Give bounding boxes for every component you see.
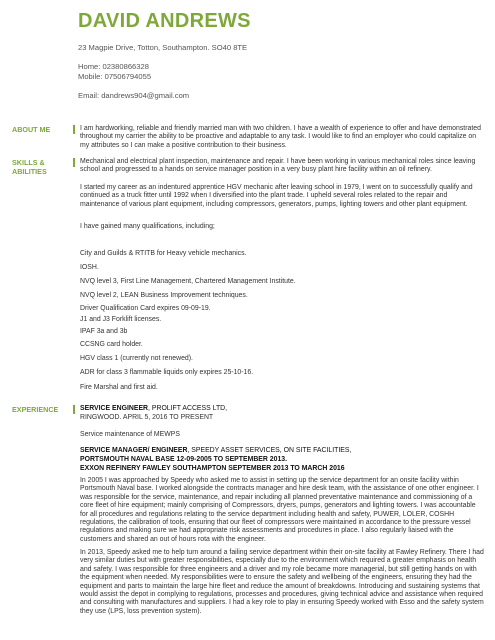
job2-heading — [80, 447, 484, 455]
email: Email: dandrews904@gmail.com — [78, 91, 190, 100]
about-bar — [73, 125, 75, 134]
about-label: ABOUT ME — [12, 125, 51, 134]
qualification-item: ADR for class 3 flammable liquids only expires 25-10-16. — [80, 369, 254, 376]
qualification-item: IOSH. — [80, 264, 99, 271]
address: 23 Magpie Drive, Totton, Southampton. SO40 8TE — [78, 43, 248, 52]
job2-company: , SPEEDY ASSET SERVICES, ON SITE FACILITIES, — [187, 447, 352, 454]
qualification-item: Driver Qualification Card expires 09-09-19. — [80, 305, 211, 312]
job2-location-dates-2: EXXON REFINERY FAWLEY SOUTHAMPTON SEPTEMBER 2013 TO MARCH 2016 — [80, 465, 345, 472]
job2-title: SERVICE MANAGER/ ENGINEER — [80, 447, 188, 454]
qualification-item: NVQ level 3, First Line Management, Chartered Management Institute. — [80, 278, 296, 285]
qualification-item: NVQ level 2, LEAN Business Improvement techniques. — [80, 292, 248, 299]
qualification-item: City and Guilds & RTITB for Heavy vehicle mechanics. — [80, 250, 247, 257]
job1-company: , PROLIFT ACCESS LTD, — [148, 405, 228, 412]
qualification-item: Fire Marshal and first aid. — [80, 384, 158, 391]
candidate-name: DAVID ANDREWS — [78, 10, 251, 32]
qualification-item: HGV class 1 (currently not renewed). — [80, 355, 193, 362]
skills-paragraph-3: I have gained many qualifications, including; — [80, 223, 215, 230]
qualification-item: J1 and J3 Forklift licenses. — [80, 316, 162, 323]
job2-paragraph-1: In 2005 I was approached by Speedy who asked me to assist in setting up the service department for an onsite facility within Portsmouth Naval base. I worked alongside the contracts manager and hire desk team, with the assistance of one other engineer. I was responsible for the service, maintenance, and repair including all planned preventative maintenance and commissioning of a core fleet of hire equipment; mainly comprising of Compressors, dryers, pumps, generators and lighting towers. I was accountable for all procedures and regulations relating to the service department including health and safety, PUWER, LOLER, COSHH regulations, the calibration of tools, ensuring that our fleet of compressors were maintained in accordance to the pressure vessel regulations and making sure we had appropriate risk assessments and procedures in place. I also regularly liaised with the customers and shared an out of hours rota with the engineer. — [80, 477, 479, 543]
about-text: I am hardworking, reliable and friendly married man with two children. I have a wealth of experience to offer and have demonstrated throughout my carrier the ability to be proactive and adaptable to any task. I would like to find an employer who could capitalize on my attributes so I can make a positive contribution to their business. — [80, 125, 481, 149]
job2-location-dates-1: PORTSMOUTH NAVAL BASE 12-09-2005 TO SEPTEMBER 2013. — [80, 456, 288, 463]
skills-label — [12, 158, 47, 176]
skills-label-line2: ABILITIES — [12, 167, 47, 176]
experience-label: EXPERIENCE — [12, 405, 59, 414]
home-phone: Home: 02380866328 — [78, 62, 149, 71]
qualification-item: IPAF 3a and 3b — [80, 328, 128, 335]
skills-bar — [73, 158, 75, 167]
job1-location-dates: RINGWOOD. APRIL 5, 2016 TO PRESENT — [80, 414, 214, 421]
job1-heading — [80, 405, 484, 413]
job2-paragraph-2: In 2013, Speedy asked me to help turn around a failing service department within their on-site facility at Fawley Refinery. There I had very similar duties but with greater responsibilities, especially due to the environment which required a greater emphasis on health and safety. I was responsible for three engineers and a driver and my role became more managerial, but still getting hands on with the equipment when needed. My responsibilities were to ensure the safety and wellbeing of the engineers, ensuring they had the equipment and parts to maintain the large hire fleet and reduce the amount of breakdowns. Introducing and sustaining systems that would assist the depot in complying to regulations, processes and procedures, giving technical advice and assistance when required and consulting with manufactures and suppliers. I had a key role to play in ensuring Speedy worked with Esso and the safety system they use (LPS, loss prevention system). — [80, 549, 484, 615]
job1-description: Service maintenance of MEWPS — [80, 431, 180, 438]
experience-bar — [73, 405, 75, 414]
skills-paragraph-1: Mechanical and electrical plant inspection, maintenance and repair. I have been working in various mechanical roles since leaving school and progressed to a hands on service manager position in a very busy plant hire facility within an oil refinery. — [80, 158, 476, 174]
skills-paragraph-2: I started my career as an indentured apprentice HGV mechanic after leaving school in 1979, I went on to successfully qualify and continued as a truck fitter until 1992 when I diversified into the plant trade. I upheld several roles related to the repair and maintenance of various plant equipment, including compressors, generators, pumps, lighting towers and other plant equipment. — [80, 184, 473, 208]
mobile-phone: Mobile: 07506794055 — [78, 72, 152, 81]
job1-title: SERVICE ENGINEER — [80, 405, 149, 412]
qualification-item: CCSNG card holder. — [80, 341, 143, 348]
skills-label-line1: SKILLS & — [12, 158, 45, 167]
